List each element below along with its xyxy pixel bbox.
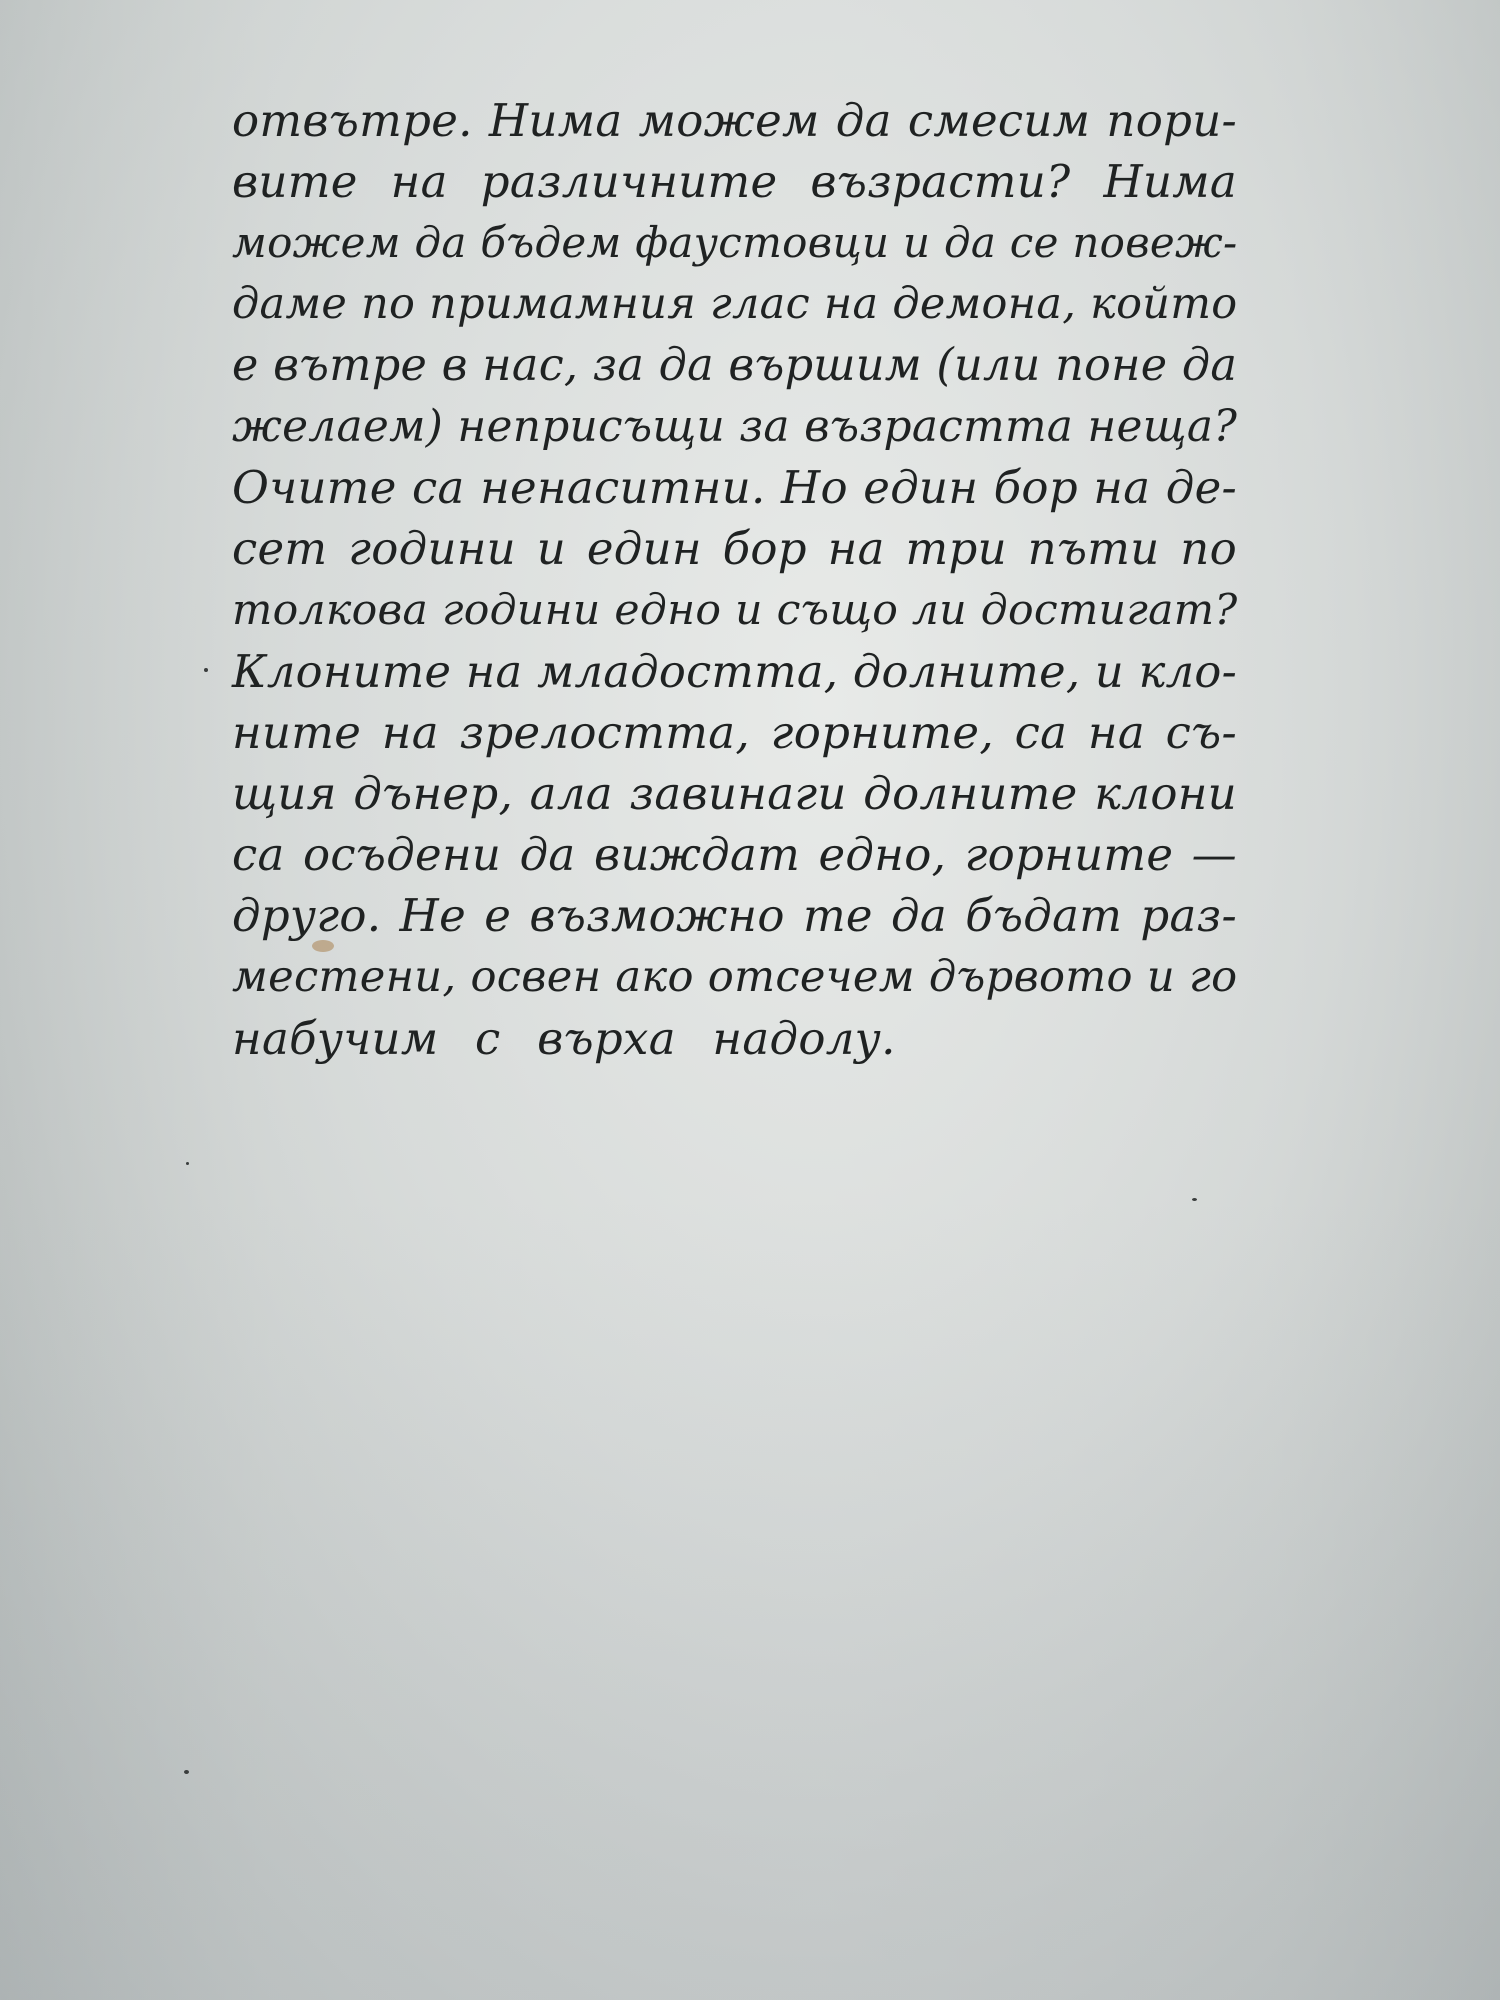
text-line: желаем) неприсъщи за възрастта неща?: [232, 400, 1238, 452]
text-line: ните на зрелостта, горните, са на съ-: [232, 705, 1237, 759]
text-line: сет години и един бор на три пъти по: [232, 522, 1237, 576]
text-line: отвътре. Нима можем да смесим пори-: [232, 94, 1237, 147]
paper-speck: [184, 1770, 189, 1774]
text-line: набучим с върха надолу.: [232, 1011, 896, 1065]
paper-speck: [1192, 1198, 1197, 1201]
text-line: щия дънер, ала завинаги долните клони: [232, 767, 1237, 821]
text-line: Клоните на младостта, долните, и кло-: [232, 644, 1238, 698]
text-line: толкова години едно и също ли достигат?: [232, 585, 1238, 635]
text-line: можем да бъдем фаустовци и да се повеж-: [232, 218, 1238, 268]
page-shadow: [0, 1200, 1500, 2000]
paper-speck: [204, 668, 208, 672]
text-line: даме по примамния глас на демона, който: [232, 278, 1238, 329]
text-line: е вътре в нас, за да вършим (или поне да: [232, 339, 1238, 391]
text-line: Очите са ненаситни. Но един бор на де-: [232, 461, 1238, 515]
body-text: [232, 90, 1237, 1069]
text-line: местени, освен ако отсечем дървото и го: [232, 951, 1238, 1002]
paper-speck: [186, 1162, 189, 1165]
text-line: друго. Не е възможно те да бъдат раз-: [232, 889, 1237, 943]
text-line: са осъдени да виждат едно, горните —: [232, 828, 1237, 882]
text-line: вите на различните възрасти? Нима: [232, 155, 1238, 209]
